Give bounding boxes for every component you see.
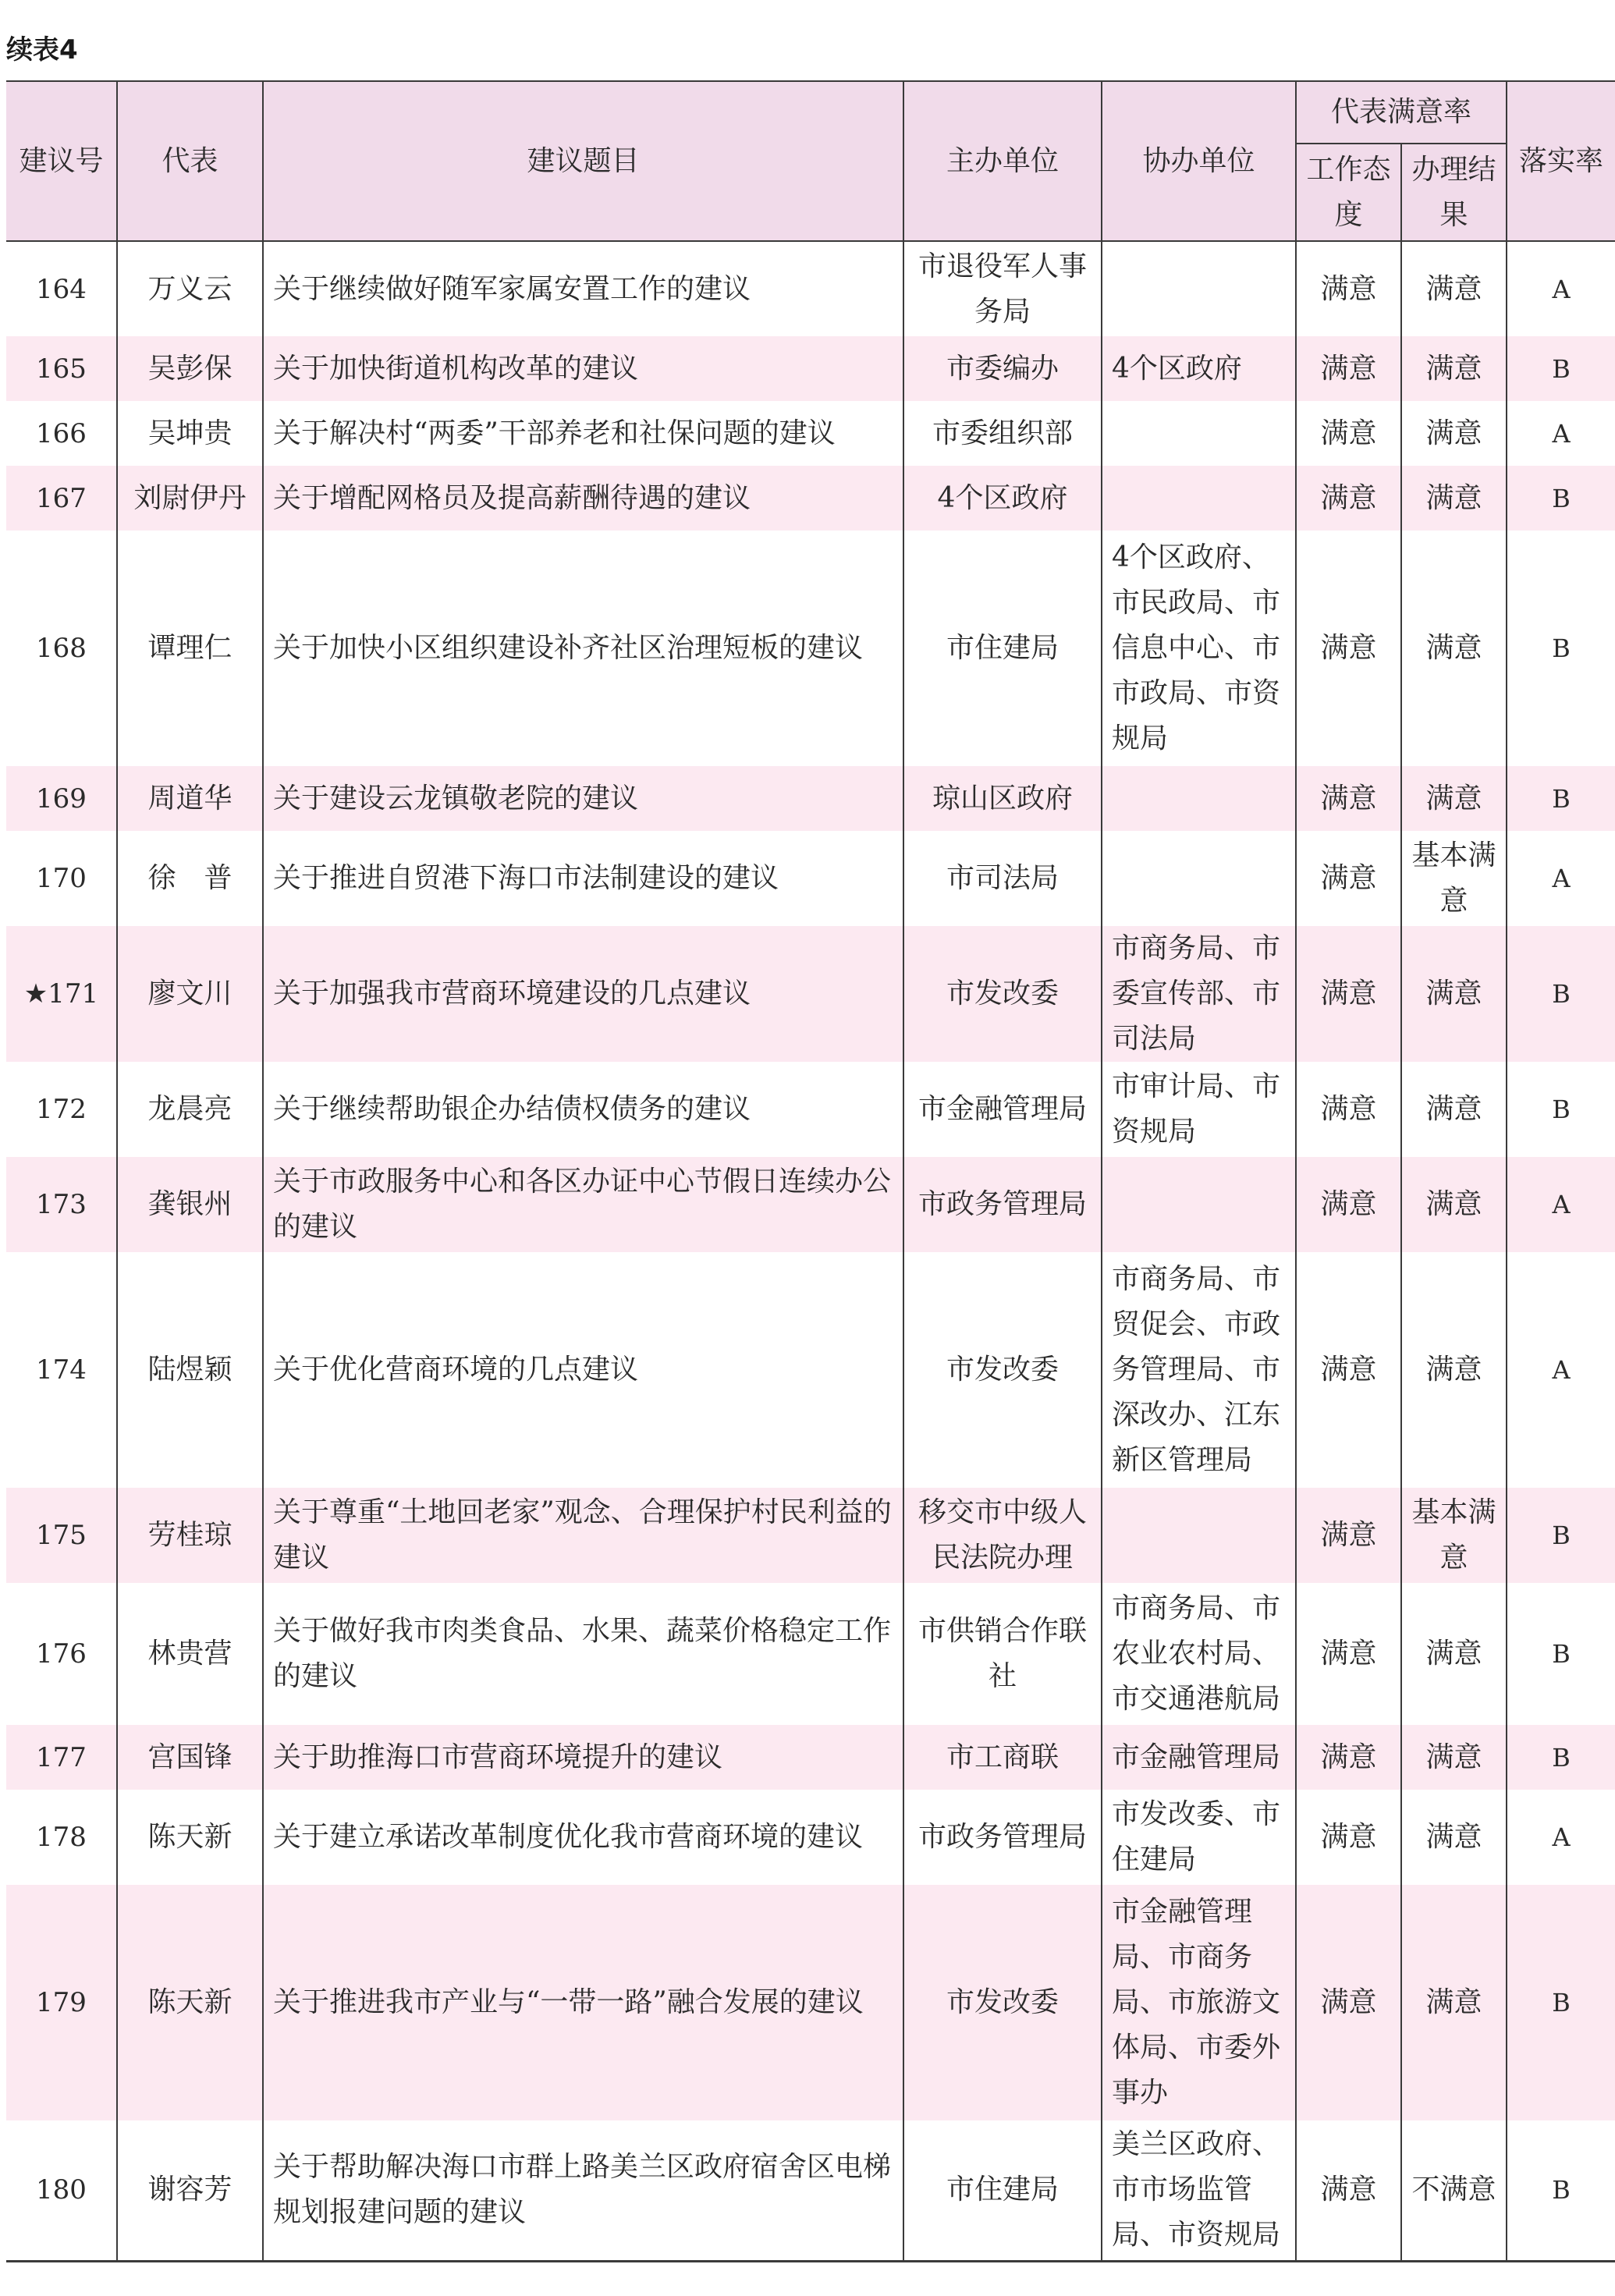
cell-co-unit: 4个区政府、市民政局、市信息中心、市市政局、市资规局 bbox=[1102, 531, 1296, 766]
cell-representative: 龚银州 bbox=[117, 1157, 263, 1252]
cell-attitude: 满意 bbox=[1296, 1252, 1401, 1488]
table-row bbox=[6, 926, 1615, 1062]
cell-proposal-no: 174 bbox=[6, 1252, 117, 1488]
table-row bbox=[6, 241, 1615, 336]
cell-representative: 宫国锋 bbox=[117, 1725, 263, 1790]
cell-result: 满意 bbox=[1401, 241, 1507, 336]
cell-attitude: 满意 bbox=[1296, 1725, 1401, 1790]
cell-proposal-no: 167 bbox=[6, 466, 117, 531]
cell-topic: 关于做好我市肉类食品、水果、蔬菜价格稳定工作的建议 bbox=[263, 1583, 903, 1725]
cell-host-unit: 市司法局 bbox=[903, 831, 1102, 926]
cell-implementation-rate: A bbox=[1507, 1157, 1615, 1252]
table-row bbox=[6, 2120, 1615, 2261]
table-row bbox=[6, 766, 1615, 831]
cell-implementation-rate: A bbox=[1507, 1790, 1615, 1885]
cell-implementation-rate: A bbox=[1507, 241, 1615, 336]
table-row bbox=[6, 1790, 1615, 1885]
cell-implementation-rate: B bbox=[1507, 1062, 1615, 1157]
cell-proposal-no: 172 bbox=[6, 1062, 117, 1157]
cell-attitude: 满意 bbox=[1296, 1885, 1401, 2120]
table-row bbox=[6, 1252, 1615, 1488]
header-rep: 代表 bbox=[117, 81, 263, 241]
cell-result: 基本满意 bbox=[1401, 1488, 1507, 1583]
cell-attitude: 满意 bbox=[1296, 1062, 1401, 1157]
cell-topic: 关于加强我市营商环境建设的几点建议 bbox=[263, 926, 903, 1062]
cell-implementation-rate: A bbox=[1507, 1252, 1615, 1488]
cell-implementation-rate: A bbox=[1507, 831, 1615, 926]
cell-representative: 吴彭保 bbox=[117, 336, 263, 401]
cell-co-unit bbox=[1102, 241, 1296, 336]
table-header bbox=[6, 81, 1615, 241]
cell-co-unit: 市审计局、市资规局 bbox=[1102, 1062, 1296, 1157]
cell-co-unit bbox=[1102, 401, 1296, 466]
cell-topic: 关于推进自贸港下海口市法制建设的建议 bbox=[263, 831, 903, 926]
cell-co-unit bbox=[1102, 466, 1296, 531]
cell-representative: 徐 普 bbox=[117, 831, 263, 926]
cell-implementation-rate: B bbox=[1507, 766, 1615, 831]
cell-co-unit bbox=[1102, 831, 1296, 926]
cell-topic: 关于解决村“两委”干部养老和社保问题的建议 bbox=[263, 401, 903, 466]
cell-co-unit: 4个区政府 bbox=[1102, 336, 1296, 401]
cell-host-unit: 市发改委 bbox=[903, 1885, 1102, 2120]
cell-host-unit: 市政务管理局 bbox=[903, 1157, 1102, 1252]
cell-host-unit: 琼山区政府 bbox=[903, 766, 1102, 831]
cell-topic: 关于增配网格员及提高薪酬待遇的建议 bbox=[263, 466, 903, 531]
cell-attitude: 满意 bbox=[1296, 466, 1401, 531]
cell-result: 满意 bbox=[1401, 926, 1507, 1062]
cell-host-unit: 市住建局 bbox=[903, 2120, 1102, 2261]
cell-implementation-rate: B bbox=[1507, 1583, 1615, 1725]
cell-representative: 陈天新 bbox=[117, 1885, 263, 2120]
header-co: 协办单位 bbox=[1102, 81, 1296, 241]
cell-proposal-no: 170 bbox=[6, 831, 117, 926]
cell-co-unit: 市商务局、市贸促会、市政务管理局、市深改办、江东新区管理局 bbox=[1102, 1252, 1296, 1488]
proposal-table bbox=[6, 80, 1615, 2262]
table-row bbox=[6, 466, 1615, 531]
cell-implementation-rate: B bbox=[1507, 531, 1615, 766]
cell-topic: 关于推进我市产业与“一带一路”融合发展的建议 bbox=[263, 1885, 903, 2120]
cell-result: 满意 bbox=[1401, 531, 1507, 766]
cell-co-unit bbox=[1102, 766, 1296, 831]
cell-topic: 关于加快小区组织建设补齐社区治理短板的建议 bbox=[263, 531, 903, 766]
cell-topic: 关于优化营商环境的几点建议 bbox=[263, 1252, 903, 1488]
cell-implementation-rate: B bbox=[1507, 926, 1615, 1062]
cell-implementation-rate: B bbox=[1507, 2120, 1615, 2261]
cell-representative: 周道华 bbox=[117, 766, 263, 831]
cell-attitude: 满意 bbox=[1296, 241, 1401, 336]
cell-topic: 关于建立承诺改革制度优化我市营商环境的建议 bbox=[263, 1790, 903, 1885]
cell-representative: 陈天新 bbox=[117, 1790, 263, 1885]
cell-proposal-no: 178 bbox=[6, 1790, 117, 1885]
cell-topic: 关于帮助解决海口市群上路美兰区政府宿舍区电梯规划报建问题的建议 bbox=[263, 2120, 903, 2261]
table-row bbox=[6, 336, 1615, 401]
cell-representative: 陆煜颖 bbox=[117, 1252, 263, 1488]
cell-co-unit bbox=[1102, 1488, 1296, 1583]
cell-implementation-rate: B bbox=[1507, 336, 1615, 401]
cell-host-unit: 市住建局 bbox=[903, 531, 1102, 766]
cell-representative: 谭理仁 bbox=[117, 531, 263, 766]
cell-attitude: 满意 bbox=[1296, 1157, 1401, 1252]
cell-topic: 关于继续做好随军家属安置工作的建议 bbox=[263, 241, 903, 336]
cell-attitude: 满意 bbox=[1296, 401, 1401, 466]
cell-proposal-no: 168 bbox=[6, 531, 117, 766]
cell-representative: 龙晨亮 bbox=[117, 1062, 263, 1157]
cell-result: 满意 bbox=[1401, 336, 1507, 401]
cell-co-unit: 美兰区政府、市市场监管局、市资规局 bbox=[1102, 2120, 1296, 2261]
cell-implementation-rate: B bbox=[1507, 1488, 1615, 1583]
cell-topic: 关于加快街道机构改革的建议 bbox=[263, 336, 903, 401]
cell-attitude: 满意 bbox=[1296, 766, 1401, 831]
header-satisfaction: 代表满意率 bbox=[1296, 81, 1507, 144]
cell-implementation-rate: A bbox=[1507, 401, 1615, 466]
table-body bbox=[6, 241, 1615, 2261]
table-row bbox=[6, 1885, 1615, 2120]
cell-topic: 关于助推海口市营商环境提升的建议 bbox=[263, 1725, 903, 1790]
cell-proposal-no: 177 bbox=[6, 1725, 117, 1790]
cell-representative: 廖文川 bbox=[117, 926, 263, 1062]
cell-result: 满意 bbox=[1401, 1725, 1507, 1790]
table-row bbox=[6, 401, 1615, 466]
cell-attitude: 满意 bbox=[1296, 1488, 1401, 1583]
cell-proposal-no: 164 bbox=[6, 241, 117, 336]
cell-implementation-rate: B bbox=[1507, 466, 1615, 531]
cell-topic: 关于继续帮助银企办结债权债务的建议 bbox=[263, 1062, 903, 1157]
table-row bbox=[6, 1062, 1615, 1157]
table-row bbox=[6, 531, 1615, 766]
cell-host-unit: 市发改委 bbox=[903, 1252, 1102, 1488]
cell-host-unit: 市委组织部 bbox=[903, 401, 1102, 466]
cell-result: 基本满意 bbox=[1401, 831, 1507, 926]
cell-result: 满意 bbox=[1401, 1790, 1507, 1885]
cell-implementation-rate: B bbox=[1507, 1885, 1615, 2120]
cell-representative: 谢容芳 bbox=[117, 2120, 263, 2261]
cell-representative: 吴坤贵 bbox=[117, 401, 263, 466]
cell-host-unit: 市发改委 bbox=[903, 926, 1102, 1062]
cell-co-unit: 市金融管理局、市商务局、市旅游文体局、市委外事办 bbox=[1102, 1885, 1296, 2120]
cell-co-unit: 市发改委、市住建局 bbox=[1102, 1790, 1296, 1885]
cell-result: 满意 bbox=[1401, 1583, 1507, 1725]
cell-host-unit: 市政务管理局 bbox=[903, 1790, 1102, 1885]
cell-attitude: 满意 bbox=[1296, 831, 1401, 926]
cell-co-unit bbox=[1102, 1157, 1296, 1252]
table-row bbox=[6, 1583, 1615, 1725]
cell-proposal-no: 173 bbox=[6, 1157, 117, 1252]
table-row bbox=[6, 1157, 1615, 1252]
table-row bbox=[6, 1725, 1615, 1790]
cell-proposal-no: ★171 bbox=[6, 926, 117, 1062]
cell-topic: 关于市政服务中心和各区办证中心节假日连续办公的建议 bbox=[263, 1157, 903, 1252]
cell-result: 满意 bbox=[1401, 1885, 1507, 2120]
cell-proposal-no: 176 bbox=[6, 1583, 117, 1725]
cell-host-unit: 市委编办 bbox=[903, 336, 1102, 401]
cell-attitude: 满意 bbox=[1296, 1583, 1401, 1725]
cell-representative: 刘尉伊丹 bbox=[117, 466, 263, 531]
cell-result: 满意 bbox=[1401, 401, 1507, 466]
cell-proposal-no: 165 bbox=[6, 336, 117, 401]
cell-host-unit: 市供销合作联社 bbox=[903, 1583, 1102, 1725]
cell-host-unit: 移交市中级人民法院办理 bbox=[903, 1488, 1102, 1583]
cell-co-unit: 市商务局、市委宣传部、市司法局 bbox=[1102, 926, 1296, 1062]
header-no: 建议号 bbox=[6, 81, 117, 241]
cell-result: 满意 bbox=[1401, 466, 1507, 531]
cell-attitude: 满意 bbox=[1296, 531, 1401, 766]
cell-proposal-no: 166 bbox=[6, 401, 117, 466]
cell-co-unit: 市商务局、市农业农村局、市交通港航局 bbox=[1102, 1583, 1296, 1725]
cell-result: 满意 bbox=[1401, 1157, 1507, 1252]
header-topic: 建议题目 bbox=[263, 81, 903, 241]
cell-proposal-no: 175 bbox=[6, 1488, 117, 1583]
cell-attitude: 满意 bbox=[1296, 2120, 1401, 2261]
cell-result: 满意 bbox=[1401, 1062, 1507, 1157]
header-result: 办理结果 bbox=[1401, 144, 1507, 241]
cell-representative: 万义云 bbox=[117, 241, 263, 336]
cell-attitude: 满意 bbox=[1296, 1790, 1401, 1885]
cell-result: 不满意 bbox=[1401, 2120, 1507, 2261]
header-rate: 落实率 bbox=[1507, 81, 1615, 241]
cell-proposal-no: 179 bbox=[6, 1885, 117, 2120]
header-host: 主办单位 bbox=[903, 81, 1102, 241]
table-row bbox=[6, 1488, 1615, 1583]
cell-proposal-no: 169 bbox=[6, 766, 117, 831]
cell-co-unit: 市金融管理局 bbox=[1102, 1725, 1296, 1790]
cell-implementation-rate: B bbox=[1507, 1725, 1615, 1790]
table-caption: 续表4 bbox=[6, 34, 78, 66]
cell-representative: 林贵营 bbox=[117, 1583, 263, 1725]
cell-representative: 劳桂琼 bbox=[117, 1488, 263, 1583]
cell-attitude: 满意 bbox=[1296, 336, 1401, 401]
cell-result: 满意 bbox=[1401, 766, 1507, 831]
cell-host-unit: 市退役军人事务局 bbox=[903, 241, 1102, 336]
cell-proposal-no: 180 bbox=[6, 2120, 117, 2261]
cell-attitude: 满意 bbox=[1296, 926, 1401, 1062]
header-attitude: 工作态度 bbox=[1296, 144, 1401, 241]
cell-host-unit: 市金融管理局 bbox=[903, 1062, 1102, 1157]
cell-topic: 关于建设云龙镇敬老院的建议 bbox=[263, 766, 903, 831]
cell-topic: 关于尊重“土地回老家”观念、合理保护村民利益的建议 bbox=[263, 1488, 903, 1583]
table-row bbox=[6, 831, 1615, 926]
cell-result: 满意 bbox=[1401, 1252, 1507, 1488]
cell-host-unit: 4个区政府 bbox=[903, 466, 1102, 531]
cell-host-unit: 市工商联 bbox=[903, 1725, 1102, 1790]
